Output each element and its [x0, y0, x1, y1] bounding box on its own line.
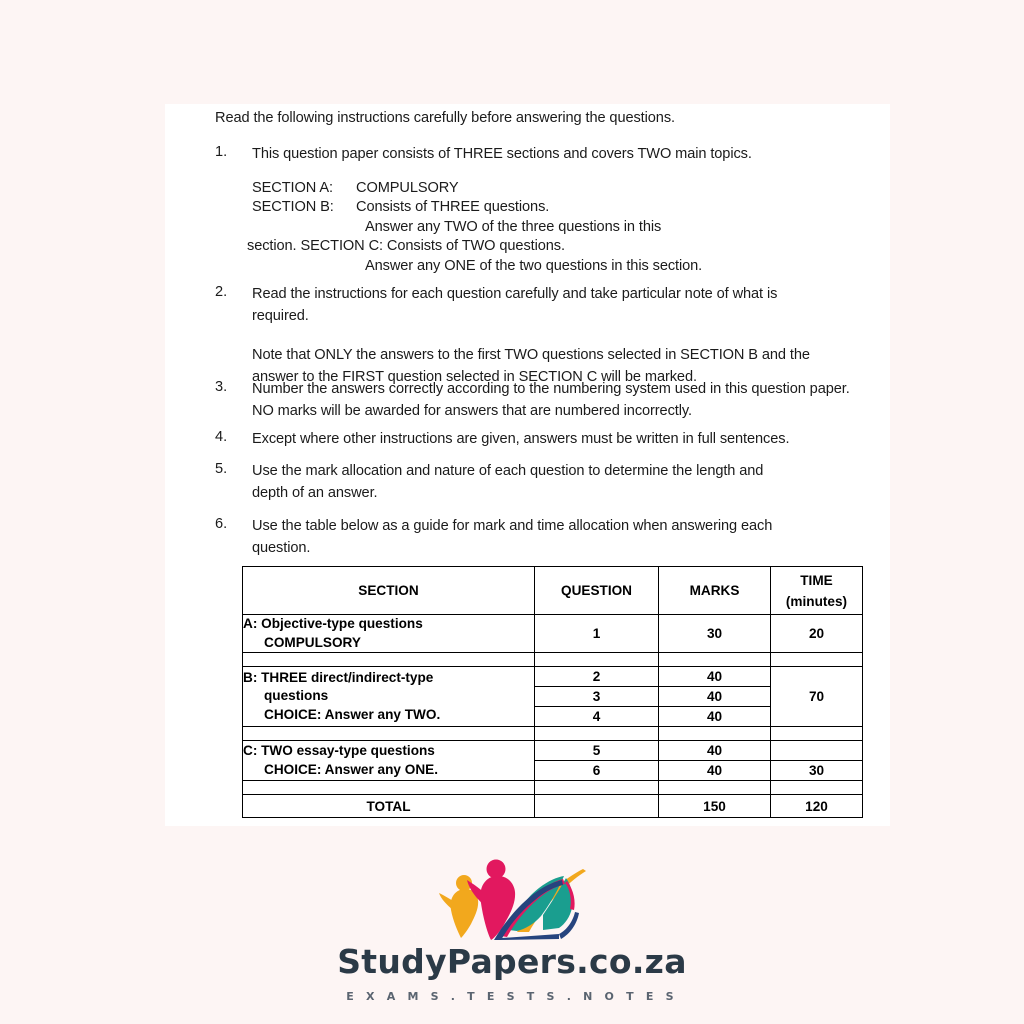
spacer-cell	[243, 727, 535, 741]
section-b-question-4: 4	[535, 707, 659, 727]
instruction-text-1: This question paper consists of THREE sections and covers TWO main topics.	[252, 146, 752, 162]
mark-time-allocation-table-wrapper	[242, 566, 862, 818]
section-b-line2: questions	[264, 688, 329, 704]
spacer-cell	[535, 727, 659, 741]
instruction-body-3	[252, 379, 875, 422]
total-label: TOTAL	[243, 795, 535, 818]
instruction-item-1	[215, 144, 875, 166]
instruction-body-6	[252, 516, 875, 559]
instruction-number-6: 6.	[215, 516, 228, 532]
instruction-body-1	[252, 144, 875, 166]
section-b-question-2: 2	[535, 667, 659, 687]
header-time	[771, 567, 863, 615]
logo-tagline: E X A M S . T E S T S . N O T E S	[346, 990, 678, 1003]
section-b-subnote: Answer any TWO of the three questions in this	[365, 218, 662, 235]
section-c-marks-6: 40	[659, 761, 771, 781]
instruction-number-3: 3.	[215, 379, 228, 395]
section-c-line2: CHOICE: Answer any ONE.	[264, 761, 438, 777]
table-spacer-row-2	[243, 727, 863, 741]
spacer-cell	[535, 653, 659, 667]
spacer-cell	[659, 727, 771, 741]
section-c-question-6: 6	[535, 761, 659, 781]
section-b-marks-2: 40	[659, 667, 771, 687]
spacer-cell	[659, 653, 771, 667]
section-b-line3: CHOICE: Answer any TWO.	[264, 706, 441, 722]
instruction-text-4: Except where other instructions are given, answers must be written in full sentences.	[252, 431, 790, 447]
instruction-body-2	[252, 284, 875, 388]
table-row-section-b-1	[243, 667, 863, 687]
spacer-cell	[771, 781, 863, 795]
instruction-text-3: Number the answers correctly according to the numbering system used in this question paper. NO marks will be awarded for answers that are numbered incorrectly.	[252, 381, 850, 419]
section-c-description	[243, 741, 535, 781]
section-a-value: COMPULSORY	[356, 180, 459, 196]
section-c-marks-5: 40	[659, 741, 771, 761]
spacer-cell	[243, 653, 535, 667]
section-c-time: 30	[771, 761, 863, 781]
instruction-number-2: 2.	[215, 284, 228, 300]
mark-time-allocation-table	[242, 566, 863, 818]
instruction-item-4	[215, 429, 875, 451]
total-question	[535, 795, 659, 818]
spacer-cell	[659, 781, 771, 795]
section-a-time: 20	[771, 615, 863, 653]
instruction-number-1: 1.	[215, 144, 228, 160]
section-overview-list	[247, 179, 912, 276]
section-c-question-5: 5	[535, 741, 659, 761]
section-a-row	[252, 179, 912, 198]
studypapers-logo-icon	[431, 858, 593, 940]
section-c-row: section. SECTION C: Consists of TWO questions.	[247, 238, 565, 255]
section-a-question: 1	[535, 615, 659, 653]
section-c-line1: C: TWO essay-type questions	[243, 743, 435, 758]
header-marks: MARKS	[659, 567, 771, 615]
section-b-value: Consists of THREE questions.	[356, 199, 550, 216]
section-a-description	[243, 615, 535, 653]
header-section: SECTION	[243, 567, 535, 615]
table-spacer-row-3	[243, 781, 863, 795]
instruction-body-5	[252, 461, 875, 504]
section-b-time: 70	[771, 667, 863, 727]
header-question: QUESTION	[535, 567, 659, 615]
section-b-label: SECTION B:	[252, 199, 334, 216]
section-b-line1: B: THREE direct/indirect-type	[243, 669, 434, 685]
instruction-item-6	[215, 516, 875, 559]
instruction-number-4: 4.	[215, 429, 228, 445]
instruction-number-5: 5.	[215, 461, 228, 477]
section-b-marks-3: 40	[659, 687, 771, 707]
instruction-item-5	[215, 461, 875, 504]
section-b-row	[252, 198, 912, 217]
instruction-item-2	[215, 284, 875, 388]
total-time: 120	[771, 795, 863, 818]
intro-instruction: Read the following instructions carefully before answering the questions.	[215, 110, 675, 126]
spacer-cell	[771, 653, 863, 667]
header-time-sublabel: (minutes)	[785, 593, 848, 609]
instruction-text-5: Use the mark allocation and nature of each question to determine the length and depth of an answer.	[252, 463, 764, 501]
instruction-text-6: Use the table below as a guide for mark and time allocation when answering each question.	[252, 518, 773, 556]
instruction-text-2a: Read the instructions for each question carefully and take particular note of what is required.	[252, 286, 778, 324]
section-a-line2: COMPULSORY	[264, 634, 361, 650]
section-a-marks: 30	[659, 615, 771, 653]
section-c-subnote: Answer any ONE of the two questions in this section.	[365, 257, 703, 274]
instruction-body-4	[252, 429, 875, 451]
section-b-description	[243, 667, 535, 727]
document-panel	[165, 104, 890, 826]
table-spacer-row-1	[243, 653, 863, 667]
table-header-row	[243, 567, 863, 615]
spacer-cell	[771, 727, 863, 741]
table-row-total	[243, 795, 863, 818]
section-b-question-3: 3	[535, 687, 659, 707]
instruction-item-3	[215, 379, 875, 422]
spacer-cell	[535, 781, 659, 795]
spacer-cell	[243, 781, 535, 795]
header-time-label: TIME	[800, 572, 833, 588]
section-a-line1: A: Objective-type questions	[243, 616, 423, 631]
table-row-section-c-1	[243, 741, 863, 761]
section-c-time-empty	[771, 741, 863, 761]
site-logo-block	[0, 858, 1024, 1003]
table-row-section-a	[243, 615, 863, 653]
logo-wordmark: StudyPapers.co.za	[337, 942, 687, 981]
total-marks: 150	[659, 795, 771, 818]
section-a-label: SECTION A:	[252, 180, 333, 196]
instruction-text-2b: Note that ONLY the answers to the first TWO questions selected in SECTION B and the answer to the FIRST question selected in SECTION C will be marked.	[252, 347, 810, 385]
section-b-marks-4: 40	[659, 707, 771, 727]
